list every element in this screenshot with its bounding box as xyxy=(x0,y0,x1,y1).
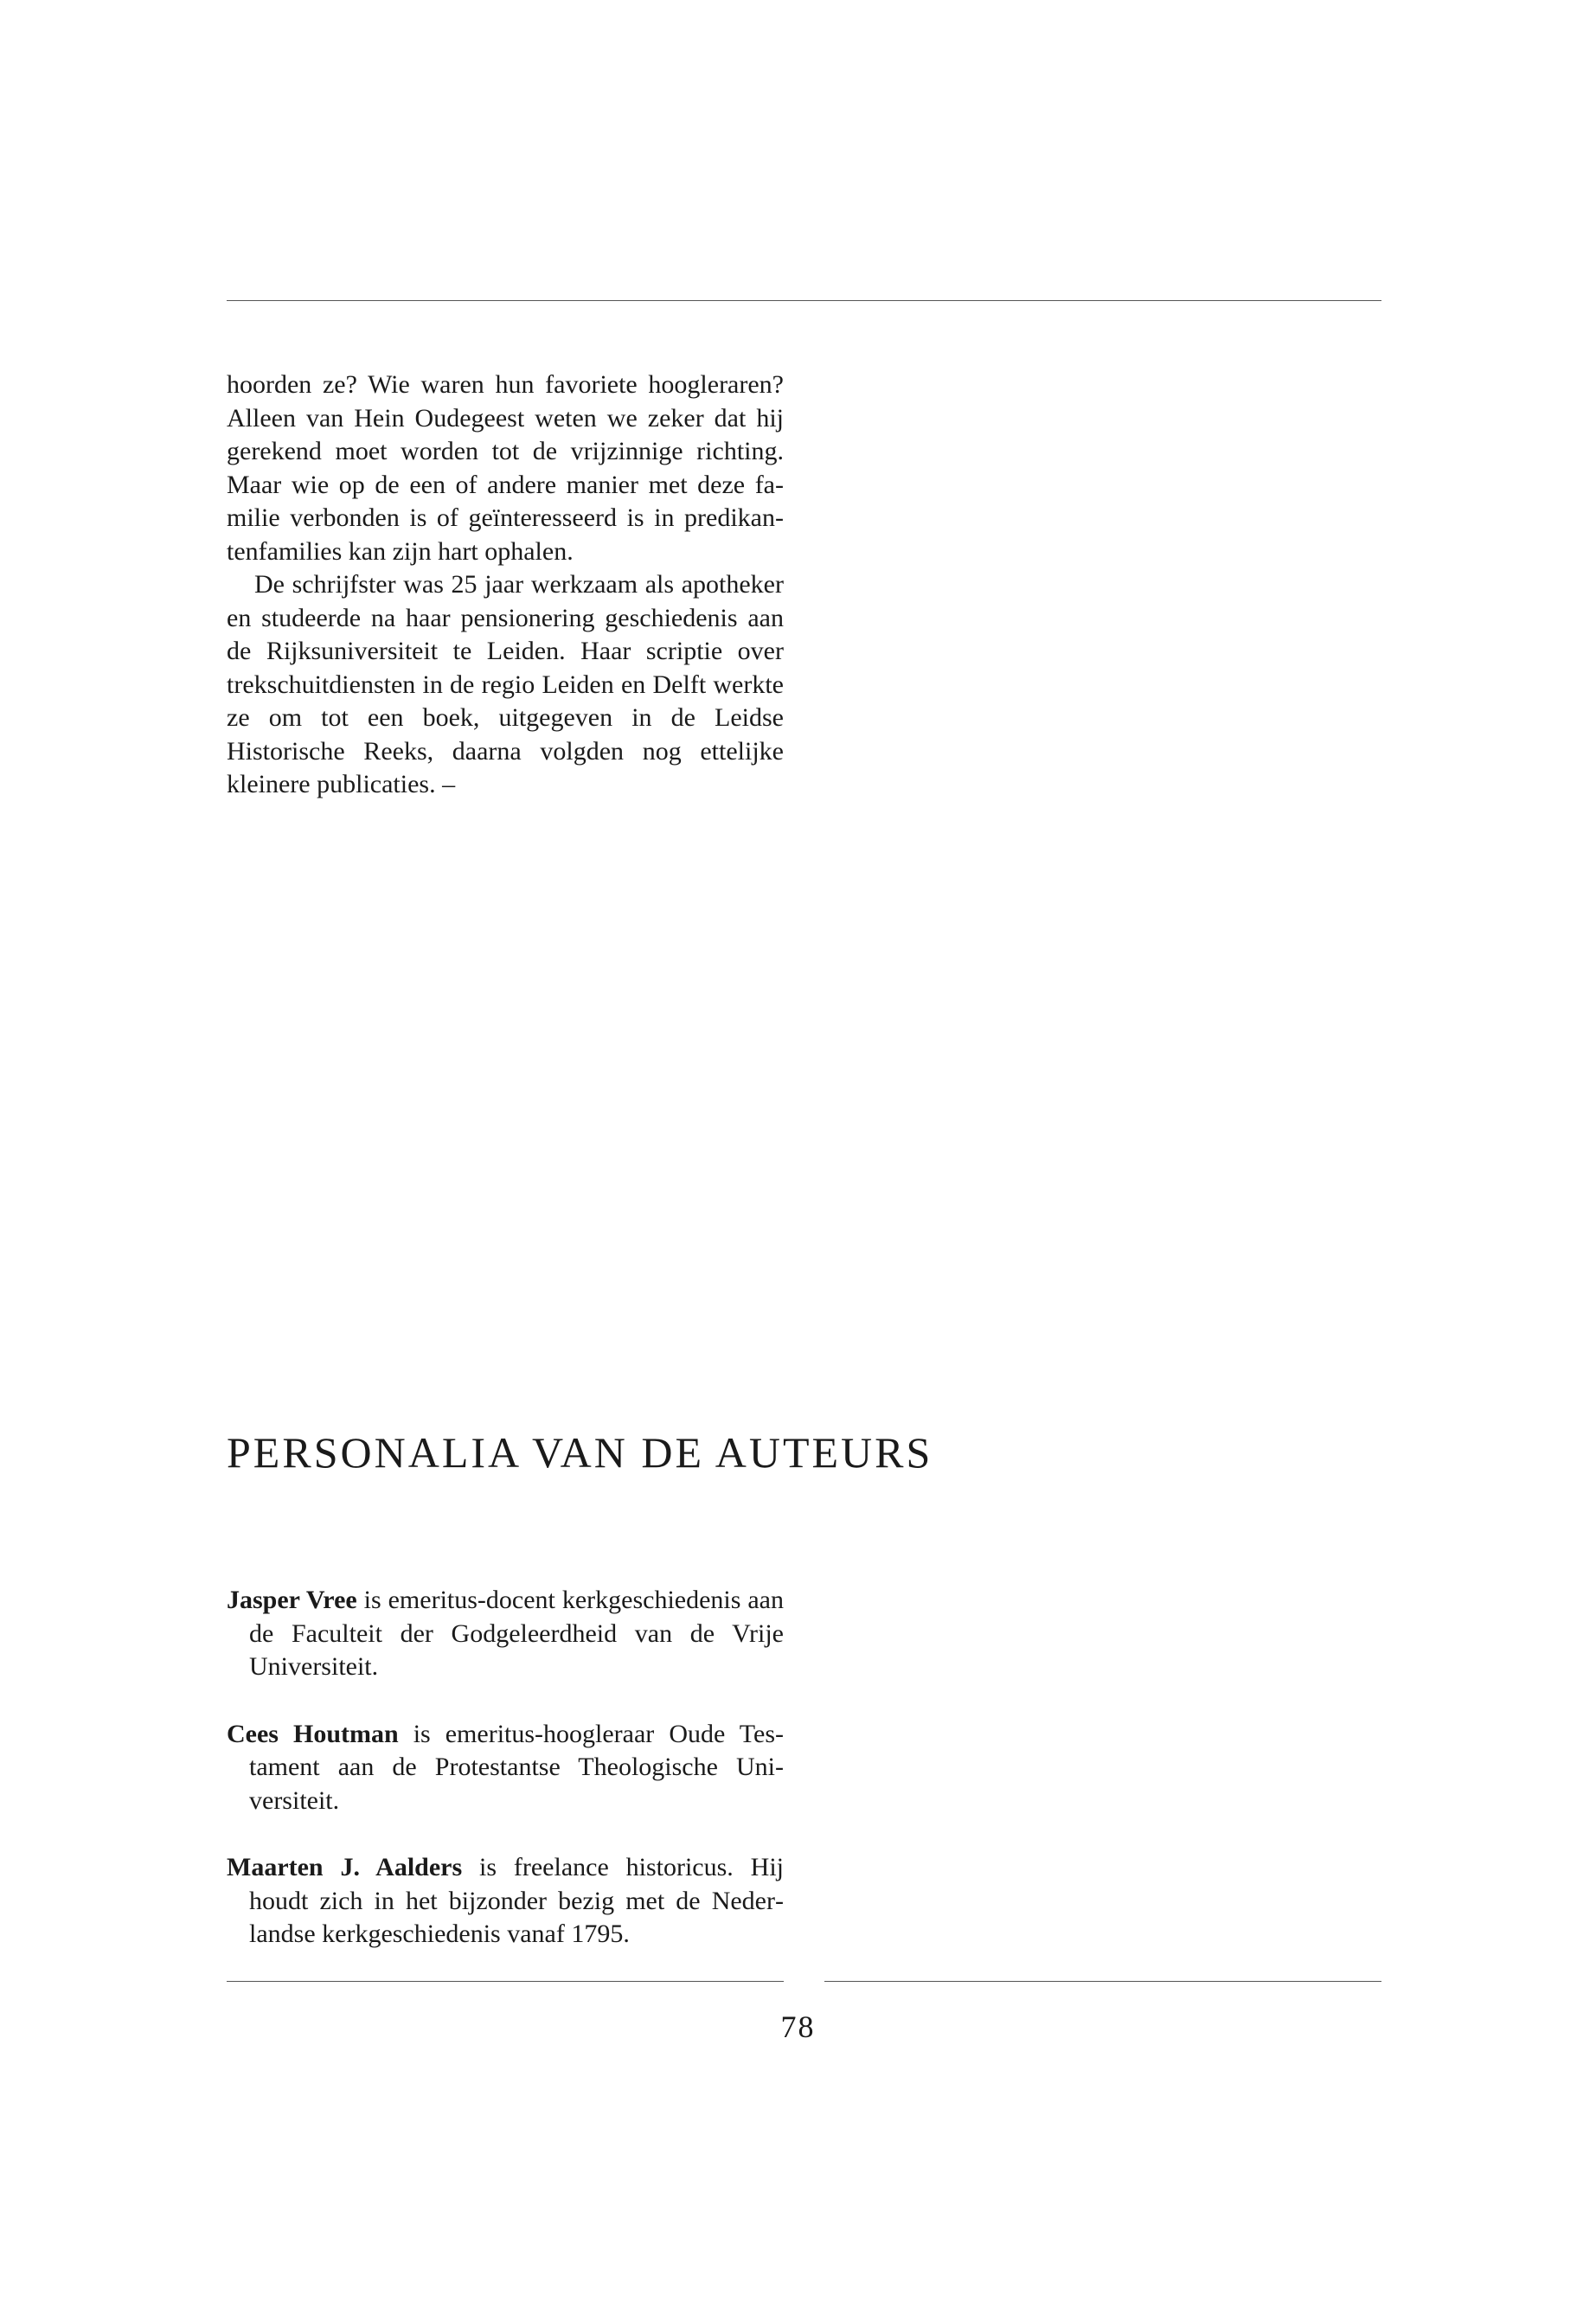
author-name: Maarten J. Aalders xyxy=(227,1853,463,1881)
author-list xyxy=(227,1584,784,1985)
footer-rule-left xyxy=(227,1981,784,1982)
author-name: Jasper Vree xyxy=(227,1586,357,1614)
section-heading: PERSONALIA VAN DE AUTEURS xyxy=(227,1428,933,1477)
review-paragraph: De schrijfster was 25 jaar werkzaam als apotheker en studeerde na haar pensionering geschiedenis aan de Rijksuniversiteit te Leiden. Haar scriptie over trekschuitdiensten in de regio Leiden en Delft werkte ze om tot een boek, uitgegeven in de Leidse Historische Reeks, daarna volgden nog ettelijke kleinere publicaties. – xyxy=(227,570,784,798)
review-text xyxy=(227,369,784,802)
author-name: Cees Houtman xyxy=(227,1719,399,1748)
author-entry xyxy=(227,1718,784,1818)
review-paragraph: hoorden ze? Wie waren hun favoriete hoogleraren? Alleen van Hein Oudegeest weten we zeker dat hij gerekend moet worden tot de vrijzinnige richting. Maar wie op de een of andere manier met deze familie verbonden is of geïnteresseerd is in predikantenfamilies kan zijn hart ophalen. xyxy=(227,370,784,566)
author-bio: is freelance historicus. Hij houdt zich in het bijzonder bezig met de Nederlandse kerkgeschiedenis vanaf 1795. xyxy=(249,1853,784,1948)
author-bio: is emeritus-docent kerkgeschiedenis aan de Faculteit der Godgeleerdheid van de Vrije Universiteit. xyxy=(249,1586,784,1681)
page-number: 78 xyxy=(780,2009,816,2044)
author-entry xyxy=(227,1851,784,1952)
author-entry xyxy=(227,1584,784,1684)
header-rule xyxy=(227,300,1381,301)
author-bio: is emeritus-hoogleraar Oude Testament aan de Protestantse Theologische Universiteit. xyxy=(249,1719,784,1815)
footer-rule-right xyxy=(824,1981,1381,1982)
